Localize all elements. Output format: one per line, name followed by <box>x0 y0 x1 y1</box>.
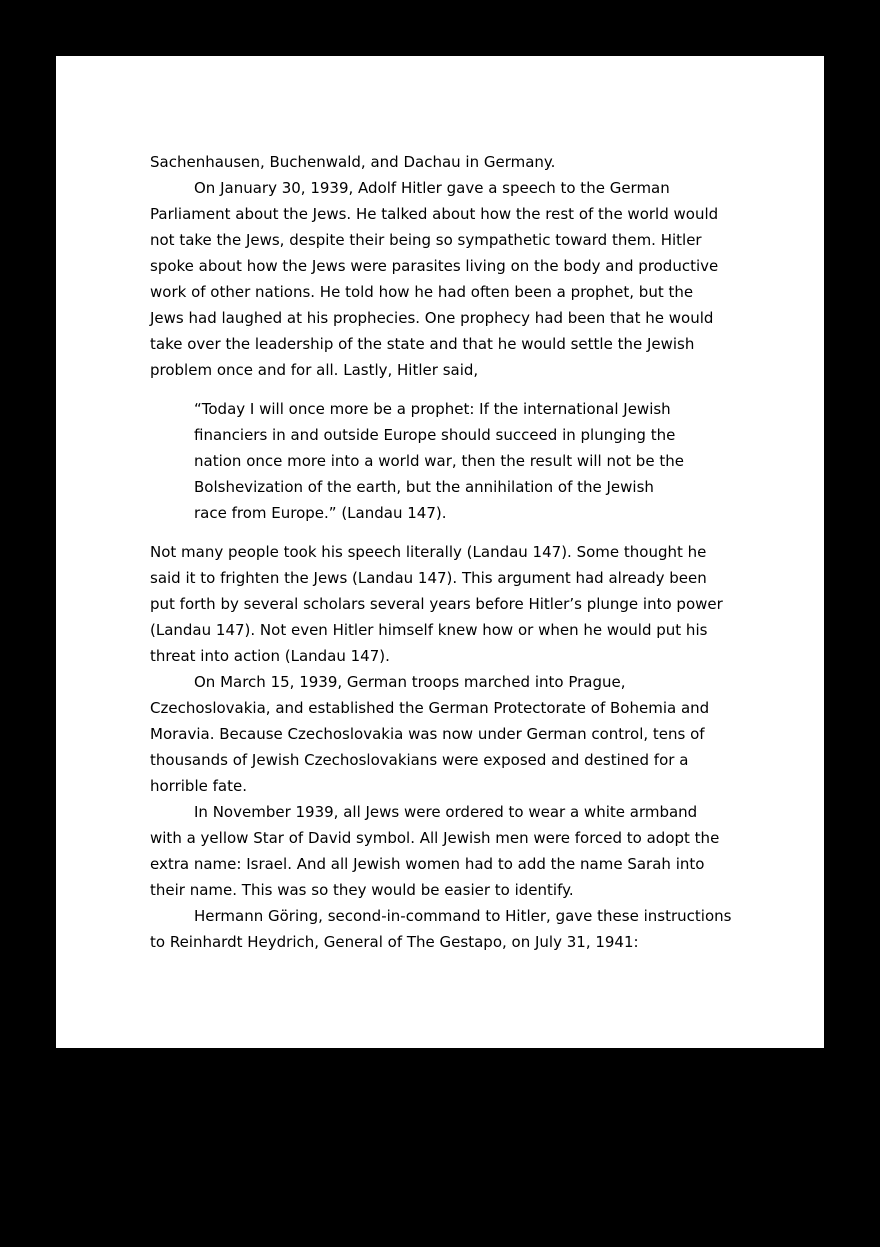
text-line: horrible fate. <box>150 777 247 795</box>
text-line: Parliament about the Jews. He talked about how the rest of the world would <box>150 205 719 223</box>
text-line: their name. This was so they would be easier to identify. <box>150 881 574 899</box>
quote-line: financiers in and outside Europe should succeed in plunging the <box>194 426 676 444</box>
document-page <box>56 56 824 1048</box>
text-line: On March 15, 1939, German troops marched into Prague, <box>194 673 626 691</box>
text-line: Hermann Göring, second-in-command to Hitler, gave these instructions <box>194 907 732 925</box>
text-line: Not many people took his speech literally (Landau 147). Some thought he <box>150 543 707 561</box>
quote-line: race from Europe.” (Landau 147). <box>194 504 447 522</box>
quote-line: Bolshevization of the earth, but the annihilation of the Jewish <box>194 478 654 496</box>
text-line: put forth by several scholars several years before Hitler’s plunge into power <box>150 595 723 613</box>
quote-line: “Today I will once more be a prophet: If the international Jewish <box>194 400 671 418</box>
text-line: On January 30, 1939, Adolf Hitler gave a speech to the German <box>194 179 670 197</box>
text-line: said it to frighten the Jews (Landau 147). This argument had already been <box>150 569 707 587</box>
text-line: spoke about how the Jews were parasites living on the body and productive <box>150 257 719 275</box>
paragraph-camps-continuation <box>150 149 750 175</box>
text-line: to Reinhardt Heydrich, General of The Gestapo, on July 31, 1941: <box>150 933 639 951</box>
paragraph-hitler-speech <box>150 175 750 383</box>
text-line: with a yellow Star of David symbol. All Jewish men were forced to adopt the <box>150 829 720 847</box>
text-line: not take the Jews, despite their being so sympathetic toward them. Hitler <box>150 231 702 249</box>
paragraph-goring <box>150 903 750 955</box>
text-line: extra name: Israel. And all Jewish women had to add the name Sarah into <box>150 855 705 873</box>
quote-line: nation once more into a world war, then the result will not be the <box>194 452 684 470</box>
paragraph-prague <box>150 669 750 799</box>
text-line: Sachenhausen, Buchenwald, and Dachau in Germany. <box>150 153 556 171</box>
text-line: Jews had laughed at his prophecies. One prophecy had been that he would <box>150 309 714 327</box>
text-line: Czechoslovakia, and established the German Protectorate of Bohemia and <box>150 699 710 717</box>
text-line: Moravia. Because Czechoslovakia was now under German control, tens of <box>150 725 705 743</box>
page-body <box>150 149 750 955</box>
paragraph-armband <box>150 799 750 903</box>
text-line: problem once and for all. Lastly, Hitler said, <box>150 361 479 379</box>
text-line: thousands of Jewish Czechoslovakians were exposed and destined for a <box>150 751 689 769</box>
text-line: take over the leadership of the state and that he would settle the Jewish <box>150 335 695 353</box>
paragraph-speech-reception <box>150 539 750 669</box>
block-quote <box>150 396 750 526</box>
text-line: (Landau 147). Not even Hitler himself knew how or when he would put his <box>150 621 708 639</box>
text-line: threat into action (Landau 147). <box>150 647 390 665</box>
text-line: In November 1939, all Jews were ordered to wear a white armband <box>194 803 698 821</box>
text-line: work of other nations. He told how he had often been a prophet, but the <box>150 283 694 301</box>
